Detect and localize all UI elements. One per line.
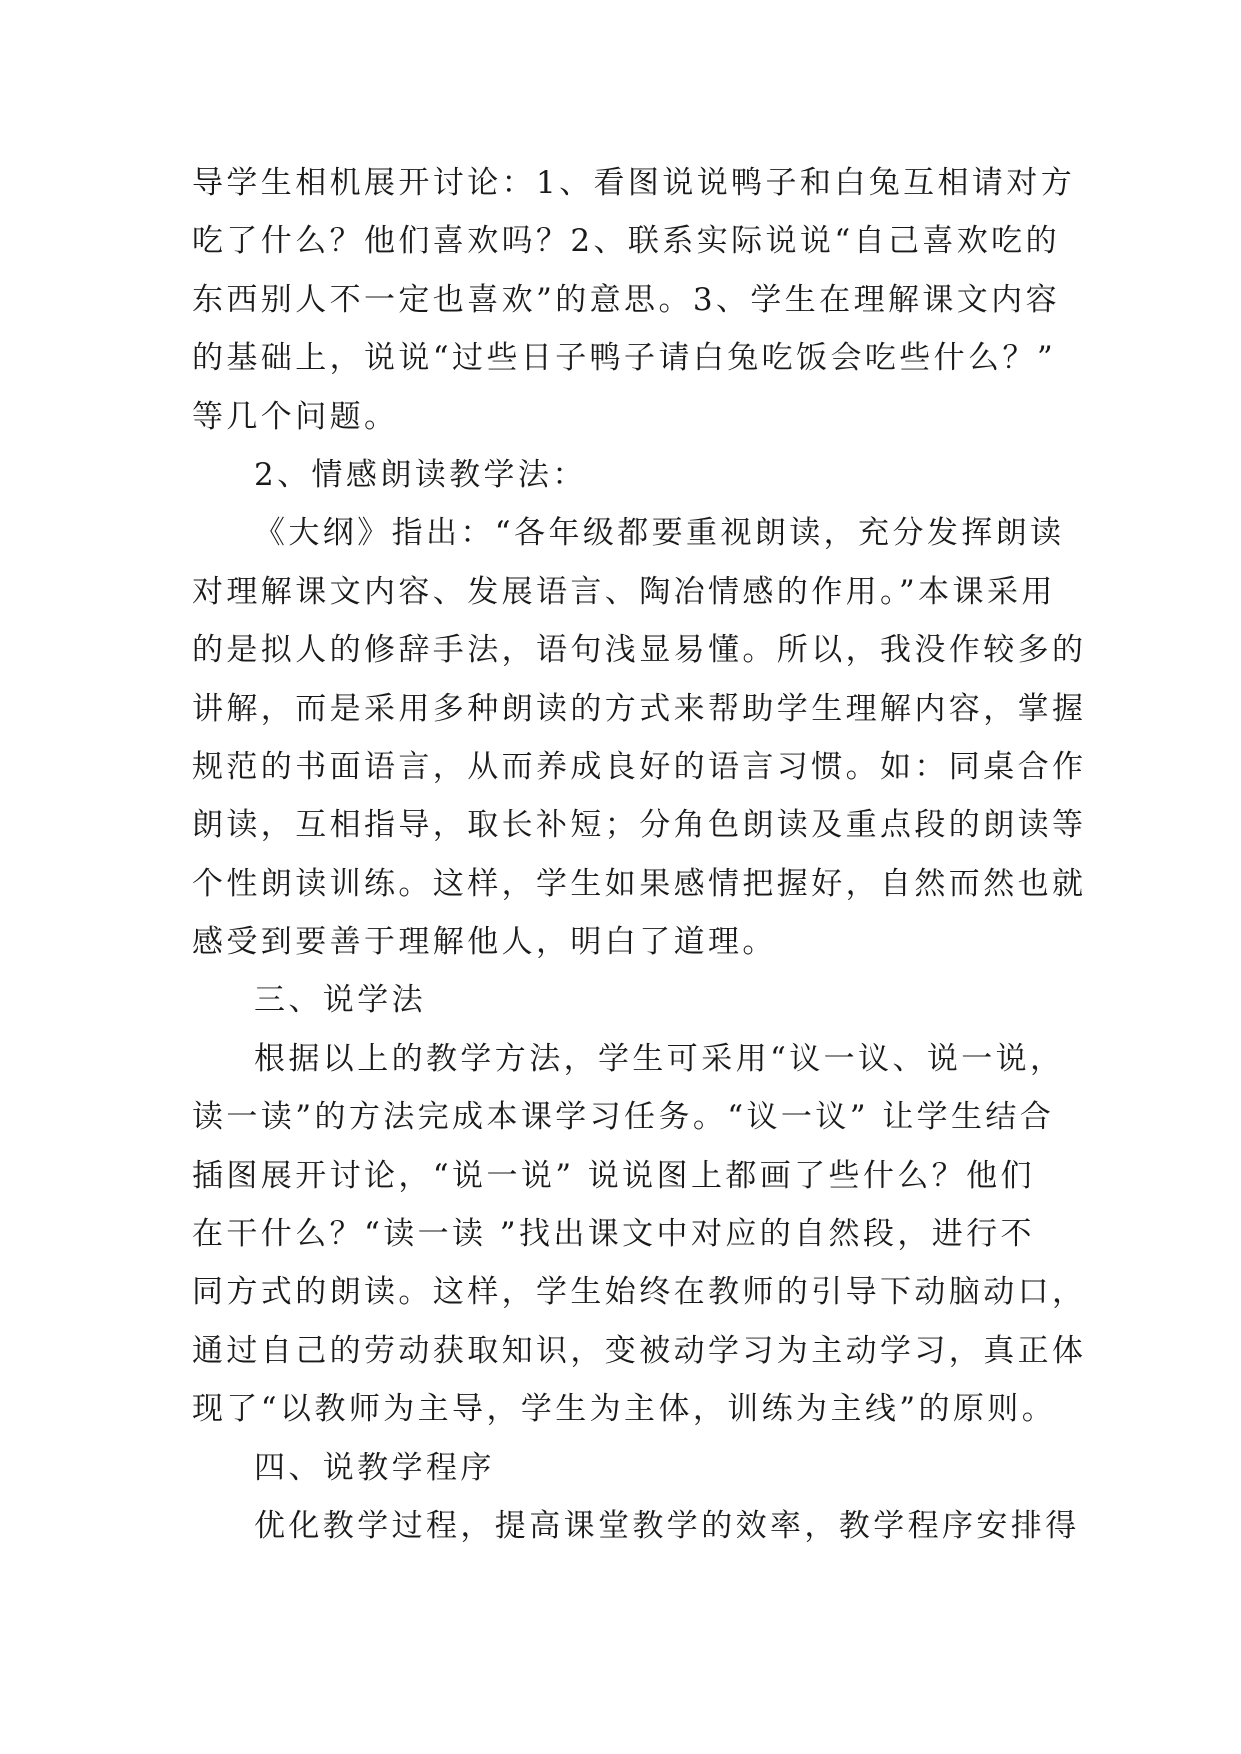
text-line: 插图展开讨论，“说一说” 说说图上都画了些什么？他们 [192, 1157, 1035, 1194]
text-line: 的基础上，说说“过些日子鸭子请白兔吃饭会吃些什么？” [192, 340, 1057, 377]
text-line: 根据以上的教学方法，学生可采用“议一议、说一说， [254, 1040, 1065, 1077]
section-heading-teaching-procedure [192, 1439, 1072, 1497]
text-line: 个性朗读训练。这样，学生如果感情把握好，自然而然也就 [192, 865, 1087, 902]
text-line: 在干什么？“读一读 ”找出课文中对应的自然段，进行不 [192, 1216, 1035, 1253]
text-line: 读一读”的方法完成本课学习任务。“议一议” 让学生结合 [192, 1099, 1055, 1136]
text-line: 2、情感朗读教学法： [254, 456, 587, 493]
text-line: 东西别人不一定也喜欢”的意思。3、学生在理解课文内容 [192, 281, 1060, 318]
section-heading-emotional-reading [192, 446, 1072, 504]
text-line: 四、说教学程序 [254, 1449, 495, 1486]
text-line: 现了“以教师为主导，学生为主体，训练为主线”的原则。 [192, 1391, 1057, 1428]
paragraph-emotional-reading [192, 504, 1087, 971]
text-line: 等几个问题。 [192, 398, 399, 435]
text-line: 吃了什么？他们喜欢吗？2、联系实际说说“自己喜欢吃的 [192, 223, 1060, 260]
text-line: 通过自己的劳动获取知识，变被动学习为主动学习，真正体 [192, 1332, 1087, 1369]
text-line: 感受到要善于理解他人，明白了道理。 [192, 924, 777, 961]
text-line: 优化教学过程，提高课堂教学的效率，教学程序安排得 [254, 1507, 1080, 1544]
text-line: 规范的书面语言，从而养成良好的语言习惯。如：同桌合作 [192, 748, 1087, 785]
text-line: 对理解课文内容、发展语言、陶冶情感的作用。”本课采用 [192, 573, 1056, 610]
text-line: 讲解，而是采用多种朗读的方式来帮助学生理解内容，掌握 [192, 690, 1087, 727]
document-body [192, 154, 1087, 1555]
paragraph-discussion-questions [192, 154, 1076, 446]
paragraph-learning-method [192, 1030, 1087, 1439]
section-heading-learning-method [192, 971, 1072, 1029]
text-line: 三、说学法 [254, 982, 426, 1019]
text-line: 《大纲》指出：“各年级都要重视朗读，充分发挥朗读 [254, 515, 1065, 552]
paragraph-teaching-procedure [192, 1497, 1080, 1555]
text-line: 导学生相机展开讨论：1、看图说说鸭子和白兔互相请对方 [192, 165, 1076, 201]
text-line: 朗读，互相指导，取长补短；分角色朗读及重点段的朗读等 [192, 807, 1087, 844]
text-line: 的是拟人的修辞手法，语句浅显易懂。所以，我没作较多的 [192, 632, 1087, 669]
text-line: 同方式的朗读。这样，学生始终在教师的引导下动脑动口， [192, 1274, 1087, 1311]
